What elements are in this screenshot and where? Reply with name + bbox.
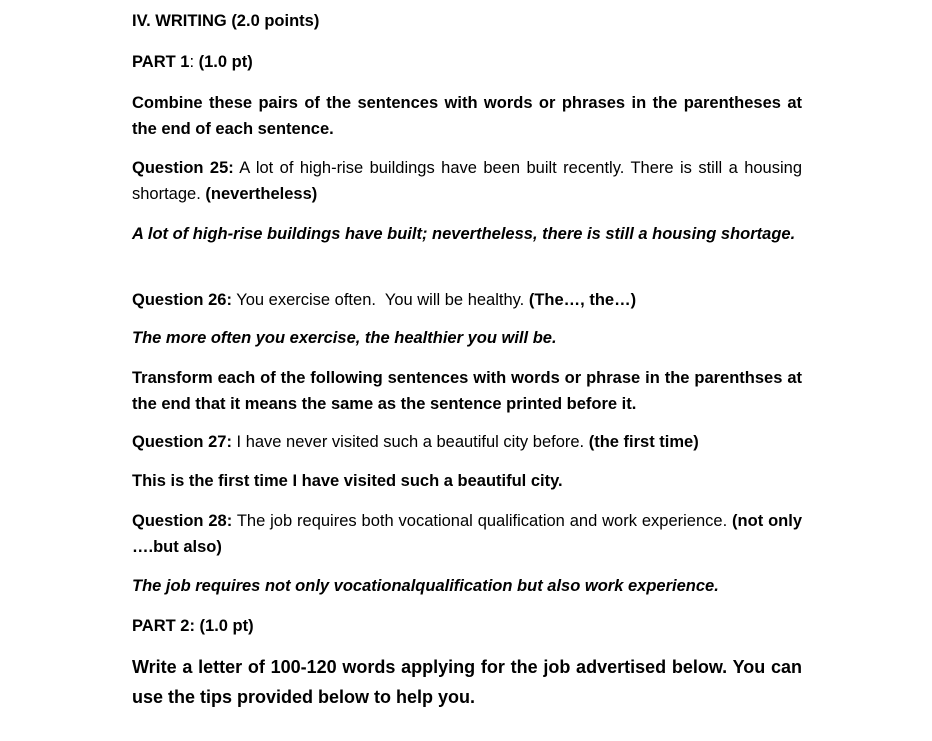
question-26	[132, 287, 802, 313]
instruction-combine: Combine these pairs of the sentences with words or phrases in the parentheses at the end of each sentence.	[132, 94, 802, 138]
question-26-label: Question 26:	[132, 291, 232, 309]
question-25-text: A lot of high-rise buildings have been built recently. There is still a housing shortage.	[132, 159, 802, 203]
question-28	[132, 508, 802, 560]
question-25-label: Question 25:	[132, 159, 234, 177]
question-25-hint: (nevertheless)	[205, 185, 318, 203]
question-28-text: The job requires both vocational qualification and work experience.	[232, 512, 733, 530]
answer-26: The more often you exercise, the healthier you will be.	[132, 329, 557, 347]
part1-separator: :	[189, 53, 199, 71]
part2-heading: PART 2: (1.0 pt)	[132, 617, 254, 635]
question-27-hint: (the first time)	[588, 433, 699, 451]
question-28-label: Question 28:	[132, 512, 233, 530]
part1-points: (1.0 pt)	[198, 53, 253, 71]
part1-heading	[132, 49, 802, 75]
question-27-label: Question 27:	[132, 433, 232, 451]
question-26-hint: (The…, the…)	[528, 291, 637, 309]
answer-25: A lot of high-rise buildings have built; nevertheless, there is still a housing shortage.	[132, 225, 796, 243]
instruction-transform: Transform each of the following sentences with words or phrase in the parenthses at the end that it means the same as the sentence printed before it.	[132, 369, 802, 413]
part1-label: PART 1	[132, 53, 190, 71]
question-26-text: You exercise often. You will be healthy.	[231, 291, 529, 309]
answer-27: This is the first time I have visited such a beautiful city.	[132, 472, 563, 490]
question-27-text: I have never visited such a beautiful city before.	[231, 433, 589, 451]
question-27	[132, 429, 802, 455]
instruction-letter: Write a letter of 100-120 words applying for the job advertised below. You can use the tips provided below to help you.	[132, 657, 802, 707]
question-28-hint: (not only ….but also)	[132, 512, 802, 556]
section-title: IV. WRITING (2.0 points)	[132, 12, 320, 30]
question-25	[132, 155, 802, 207]
answer-28: The job requires not only vocationalqualification but also work experience.	[132, 577, 719, 595]
